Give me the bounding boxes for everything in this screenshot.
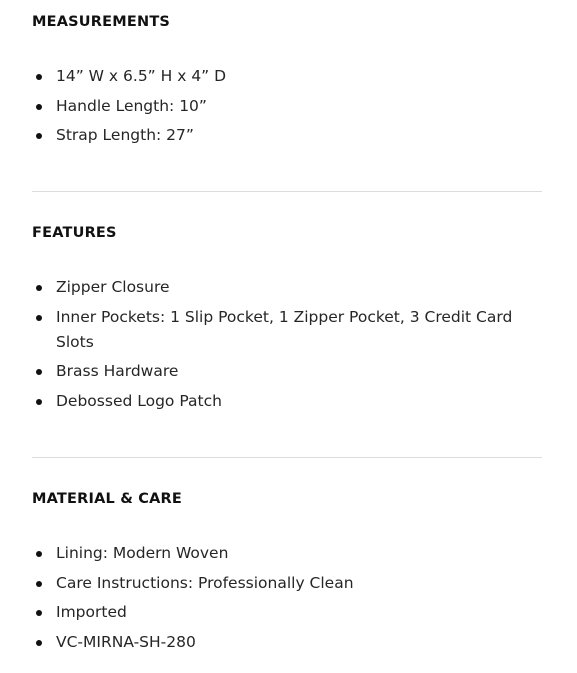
list-item: [32, 630, 542, 655]
bullet-icon: [36, 315, 42, 321]
list-item-text: Inner Pockets: 1 Slip Pocket, 1 Zipper Pocket, 3 Credit Card Slots: [56, 307, 513, 351]
list-item-text: Strap Length: 27”: [56, 126, 194, 144]
material-care-heading: MATERIAL & CARE: [32, 491, 183, 507]
measurements-heading: MEASUREMENTS: [32, 14, 171, 30]
features-heading: FEATURES: [32, 225, 117, 241]
measurements-list: [32, 64, 542, 153]
list-item-text: VC-MIRNA-SH-280: [56, 632, 196, 651]
bullet-icon: [36, 74, 42, 80]
list-item: [32, 275, 542, 300]
features-list: [32, 275, 542, 418]
bullet-icon: [36, 369, 42, 375]
bullet-icon: [36, 640, 42, 646]
list-item-text: Imported: [56, 603, 127, 621]
bullet-icon: [36, 581, 42, 587]
list-item-text: Lining: Modern Woven: [56, 544, 229, 562]
bullet-icon: [36, 610, 42, 616]
list-item-text: Debossed Logo Patch: [56, 391, 222, 410]
measurements-section: [32, 12, 542, 32]
bullet-icon: [36, 551, 42, 557]
bullet-icon: [36, 285, 42, 291]
bullet-icon: [36, 133, 42, 139]
list-item: [32, 94, 542, 119]
list-item: [32, 64, 542, 89]
list-item-text: 14” W x 6.5” H x 4” D: [56, 67, 227, 85]
material-care-section: [32, 489, 542, 509]
list-item: [32, 123, 542, 148]
list-item-text: Handle Length: 10”: [56, 96, 207, 115]
list-item-text: Zipper Closure: [56, 278, 170, 296]
bullet-icon: [36, 104, 42, 110]
list-item: [32, 541, 542, 566]
section-divider: [32, 457, 542, 458]
list-item-text: Brass Hardware: [56, 362, 179, 380]
list-item: [32, 600, 542, 625]
list-item: [32, 359, 542, 384]
features-section: [32, 223, 542, 243]
list-item-text: Care Instructions: Professionally Clean: [56, 573, 354, 592]
list-item: [32, 389, 542, 414]
bullet-icon: [36, 399, 42, 405]
list-item: [32, 305, 542, 355]
section-divider: [32, 191, 542, 192]
material-care-list: [32, 541, 542, 659]
list-item: [32, 571, 542, 596]
